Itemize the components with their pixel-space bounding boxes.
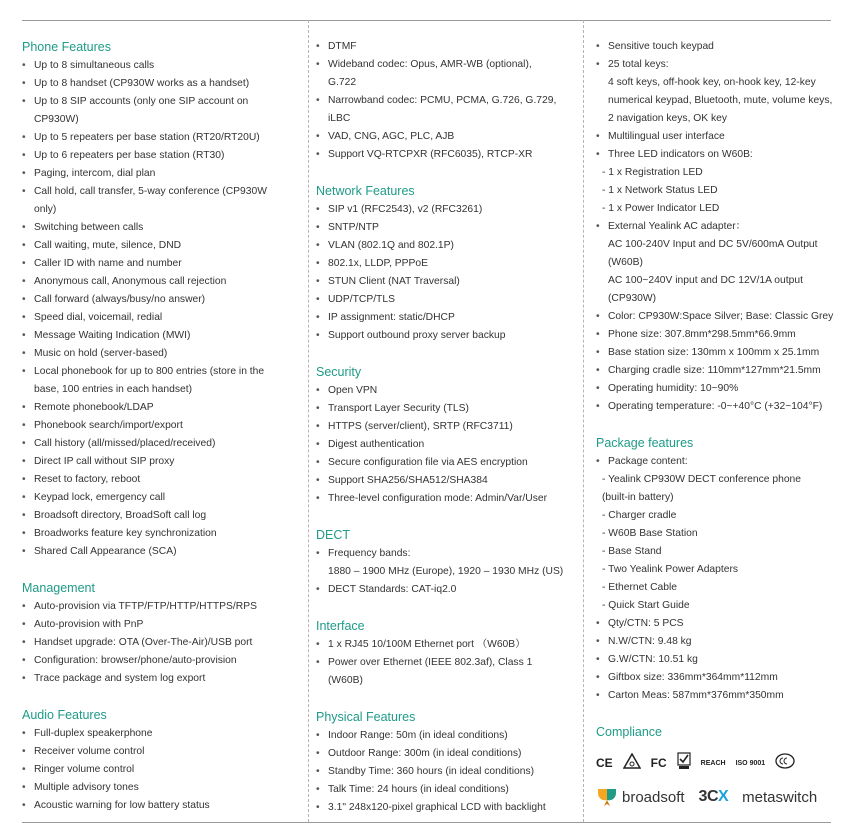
column-left bbox=[22, 38, 302, 815]
list-item: • Color: CP930W:Space Silver; Base: Classic Grey bbox=[596, 308, 848, 326]
list-item: • Open VPN bbox=[316, 382, 578, 400]
list-item: • Frequency bands: 1880 – 1900 MHz (Europe), 1920 – 1930 MHz (US) bbox=[316, 545, 578, 581]
list-item: • Caller ID with name and number bbox=[22, 255, 302, 273]
broadsoft-logo bbox=[596, 786, 685, 808]
list-item: • Trace package and system log export bbox=[22, 670, 302, 688]
3cx-logo: 3CX bbox=[698, 788, 729, 805]
list-item: • Narrowband codec: PCMU, PCMA, G.726, G.729, iLBC bbox=[316, 92, 578, 128]
list-item: • VAD, CNG, AGC, PLC, AJB bbox=[316, 128, 578, 146]
list-item: • Outdoor Range: 300m (in ideal conditions) bbox=[316, 745, 578, 763]
list-item: • Broadworks feature key synchronization bbox=[22, 525, 302, 543]
list-item: • Digest authentication bbox=[316, 436, 578, 454]
list-item: - 1 x Registration LED bbox=[602, 167, 703, 178]
list-item: • Three-level configuration mode: Admin/Var/User bbox=[316, 490, 578, 508]
feature-list bbox=[596, 453, 848, 705]
section-heading: Phone Features bbox=[22, 40, 111, 54]
list-item: • Paging, intercom, dial plan bbox=[22, 165, 302, 183]
list-item: • Configuration: browser/phone/auto-provision bbox=[22, 652, 302, 670]
fcc-mark: FC bbox=[650, 756, 667, 770]
list-item: • Qty/CTN: 5 PCS bbox=[596, 615, 848, 633]
list-item: • Auto-provision with PnP bbox=[22, 616, 302, 634]
compliance-section bbox=[596, 723, 848, 811]
list-item: • HTTPS (server/client), SRTP (RFC3711) bbox=[316, 418, 578, 436]
reach-mark: REACH bbox=[700, 759, 726, 767]
column-divider bbox=[583, 20, 584, 822]
list-item: • Call waiting, mute, silence, DND bbox=[22, 237, 302, 255]
list-item: • Talk Time: 24 hours (in ideal conditions) bbox=[316, 781, 578, 799]
list-item: • Acoustic warning for low battery status bbox=[22, 797, 302, 815]
list-item: • UDP/TCP/TLS bbox=[316, 291, 578, 309]
list-item: • DTMF bbox=[316, 38, 578, 56]
partner-logos bbox=[596, 783, 848, 811]
feature-list bbox=[596, 38, 848, 416]
list-item: • STUN Client (NAT Traversal) bbox=[316, 273, 578, 291]
list-item: • Standby Time: 360 hours (in ideal conditions) bbox=[316, 763, 578, 781]
section-heading: Management bbox=[22, 581, 95, 595]
package-features-section bbox=[596, 434, 848, 705]
metaswitch-logo: metaswitch bbox=[742, 788, 818, 806]
list-item: - Charger cradle bbox=[602, 510, 677, 521]
list-item: • Charging cradle size: 110mm*127mm*21.5mm bbox=[596, 362, 848, 380]
list-item: • External Yealink AC adapter： AC 100-240V Input and DC 5V/600mA Output (W60B) AC 100~240V input and DC 12V/1A output (CP930W) bbox=[596, 218, 848, 308]
list-item: • Keypad lock, emergency call bbox=[22, 489, 302, 507]
feature-list bbox=[316, 545, 578, 599]
list-item: • Phone size: 307.8mm*298.5mm*66.9mm bbox=[596, 326, 848, 344]
list-item: • Carton Meas: 587mm*376mm*350mm bbox=[596, 687, 848, 705]
list-item: • Secure configuration file via AES encryption bbox=[316, 454, 578, 472]
security-section bbox=[316, 363, 578, 508]
section-heading: Audio Features bbox=[22, 708, 107, 722]
broadsoft-wordmark: broadsoft bbox=[622, 788, 685, 806]
list-item: • Support SHA256/SHA512/SHA384 bbox=[316, 472, 578, 490]
section-heading: Security bbox=[316, 365, 362, 379]
audio-features-section bbox=[22, 706, 302, 815]
list-item: • Up to 8 simultaneous calls bbox=[22, 57, 302, 75]
list-item: • Package content: bbox=[596, 453, 848, 471]
list-item: • Local phonebook for up to 800 entries (store in the base, 100 entries in each handset) bbox=[22, 363, 302, 399]
list-item: • Up to 5 repeaters per base station (RT20/RT20U) bbox=[22, 129, 302, 147]
list-item: • Support outbound proxy server backup bbox=[316, 327, 578, 345]
list-item: • Transport Layer Security (TLS) bbox=[316, 400, 578, 418]
list-item: • Up to 6 repeaters per base station (RT30) bbox=[22, 147, 302, 165]
list-item: - Ethernet Cable bbox=[602, 582, 677, 593]
list-item: • Direct IP call without SIP proxy bbox=[22, 453, 302, 471]
list-item: • 802.1x, LLDP, PPPoE bbox=[316, 255, 578, 273]
section-section bbox=[596, 38, 848, 416]
list-item: • Music on hold (server-based) bbox=[22, 345, 302, 363]
list-item: • Operating temperature: -0~+40°C (+32~104°F) bbox=[596, 398, 848, 416]
list-item: • IP assignment: static/DHCP bbox=[316, 309, 578, 327]
column-right bbox=[596, 38, 848, 811]
iso-mark: ISO 9001 bbox=[735, 759, 766, 767]
list-item: - 1 x Power Indicator LED bbox=[602, 203, 720, 214]
list-item: • Call hold, call transfer, 5-way conference (CP930W only) bbox=[22, 183, 302, 219]
management-section bbox=[22, 579, 302, 688]
list-item: - 1 x Network Status LED bbox=[602, 185, 718, 196]
list-item: • Ringer volume control bbox=[22, 761, 302, 779]
list-item: • Broadsoft directory, BroadSoft call log bbox=[22, 507, 302, 525]
column-divider bbox=[308, 20, 309, 822]
list-item: • Giftbox size: 336mm*364mm*112mm bbox=[596, 669, 848, 687]
cert-row bbox=[596, 753, 848, 773]
feature-list bbox=[316, 38, 578, 164]
list-item: • Indoor Range: 50m (in ideal conditions) bbox=[316, 727, 578, 745]
feature-list bbox=[316, 201, 578, 345]
broadsoft-icon bbox=[596, 786, 618, 808]
list-item: • G.W/CTN: 10.51 kg bbox=[596, 651, 848, 669]
rohs-check-icon bbox=[677, 752, 691, 775]
list-item: • Sensitive touch keypad bbox=[596, 38, 848, 56]
list-item: • Up to 8 SIP accounts (only one SIP account on CP930W) bbox=[22, 93, 302, 129]
list-item: • SNTP/NTP bbox=[316, 219, 578, 237]
feature-list bbox=[316, 636, 578, 690]
list-item: • Message Waiting Indication (MWI) bbox=[22, 327, 302, 345]
list-item: • Phonebook search/import/export bbox=[22, 417, 302, 435]
compliance-marks bbox=[596, 753, 848, 811]
feature-list bbox=[316, 727, 578, 817]
feature-list bbox=[316, 382, 578, 508]
feature-list bbox=[22, 57, 302, 561]
section-heading: DECT bbox=[316, 528, 351, 542]
warning-triangle-icon bbox=[623, 753, 641, 774]
list-item: - Base Stand bbox=[602, 546, 662, 557]
list-item: • Call history (all/missed/placed/received) bbox=[22, 435, 302, 453]
list-item: - Quick Start Guide bbox=[602, 600, 690, 611]
list-item: • Receiver volume control bbox=[22, 743, 302, 761]
list-item: • Speed dial, voicemail, redial bbox=[22, 309, 302, 327]
section-heading: Physical Features bbox=[316, 710, 416, 724]
list-item: • Up to 8 handset (CP930W works as a handset) bbox=[22, 75, 302, 93]
feature-list bbox=[22, 598, 302, 688]
list-item: • 1 x RJ45 10/100M Ethernet port （W60B） bbox=[316, 636, 578, 654]
ccc-mark-icon bbox=[775, 753, 795, 774]
list-item: • Wideband codec: Opus, AMR-WB (optional), G.722 bbox=[316, 56, 578, 92]
phone-features-section bbox=[22, 38, 302, 561]
list-item: - W60B Base Station bbox=[602, 528, 698, 539]
section-section bbox=[316, 38, 578, 164]
list-item: • Handset upgrade: OTA (Over-The-Air)/USB port bbox=[22, 634, 302, 652]
column-middle bbox=[316, 38, 578, 817]
section-heading: Network Features bbox=[316, 184, 415, 198]
interface-section bbox=[316, 617, 578, 690]
bottom-rule bbox=[22, 822, 831, 823]
list-item: • Power over Ethernet (IEEE 802.3af), Class 1 (W60B) bbox=[316, 654, 578, 690]
list-item: • Reset to factory, reboot bbox=[22, 471, 302, 489]
physical-features-section bbox=[316, 708, 578, 817]
list-item: - Yealink CP930W DECT conference phone (built-in battery) bbox=[602, 474, 801, 503]
section-heading: Interface bbox=[316, 619, 365, 633]
dect-section bbox=[316, 526, 578, 599]
list-item: • Base station size: 130mm x 100mm x 25.1mm bbox=[596, 344, 848, 362]
list-item: • Multiple advisory tones bbox=[22, 779, 302, 797]
section-heading: Package features bbox=[596, 436, 694, 450]
list-item: • VLAN (802.1Q and 802.1P) bbox=[316, 237, 578, 255]
list-item: - Two Yealink Power Adapters bbox=[602, 564, 739, 575]
list-item: • Full-duplex speakerphone bbox=[22, 725, 302, 743]
list-item: • N.W/CTN: 9.48 kg bbox=[596, 633, 848, 651]
list-item: • Anonymous call, Anonymous call rejection bbox=[22, 273, 302, 291]
section-heading: Compliance bbox=[596, 725, 663, 739]
list-item: • Multilingual user interface bbox=[596, 128, 848, 146]
top-rule bbox=[22, 20, 831, 21]
feature-list bbox=[22, 725, 302, 815]
ce-mark: CE bbox=[596, 756, 613, 770]
list-item: • Remote phonebook/LDAP bbox=[22, 399, 302, 417]
list-item: • DECT Standards: CAT-iq2.0 bbox=[316, 581, 578, 599]
list-item: • SIP v1 (RFC2543), v2 (RFC3261) bbox=[316, 201, 578, 219]
list-item: • 3.1" 248x120-pixel graphical LCD with backlight bbox=[316, 799, 578, 817]
list-item: • Switching between calls bbox=[22, 219, 302, 237]
list-item: • 25 total keys: 4 soft keys, off-hook key, on-hook key, 12-key numerical keypad, Bluetooth, mute, volume keys, 2 navigation keys, OK key bbox=[596, 56, 848, 128]
list-item: • Auto-provision via TFTP/FTP/HTTP/HTTPS/RPS bbox=[22, 598, 302, 616]
list-item: • Operating humidity: 10~90% bbox=[596, 380, 848, 398]
list-item: • Support VQ-RTCPXR (RFC6035), RTCP-XR bbox=[316, 146, 578, 164]
list-item: • Three LED indicators on W60B: bbox=[596, 146, 848, 164]
list-item: • Call forward (always/busy/no answer) bbox=[22, 291, 302, 309]
list-item: • Shared Call Appearance (SCA) bbox=[22, 543, 302, 561]
network-features-section bbox=[316, 182, 578, 345]
